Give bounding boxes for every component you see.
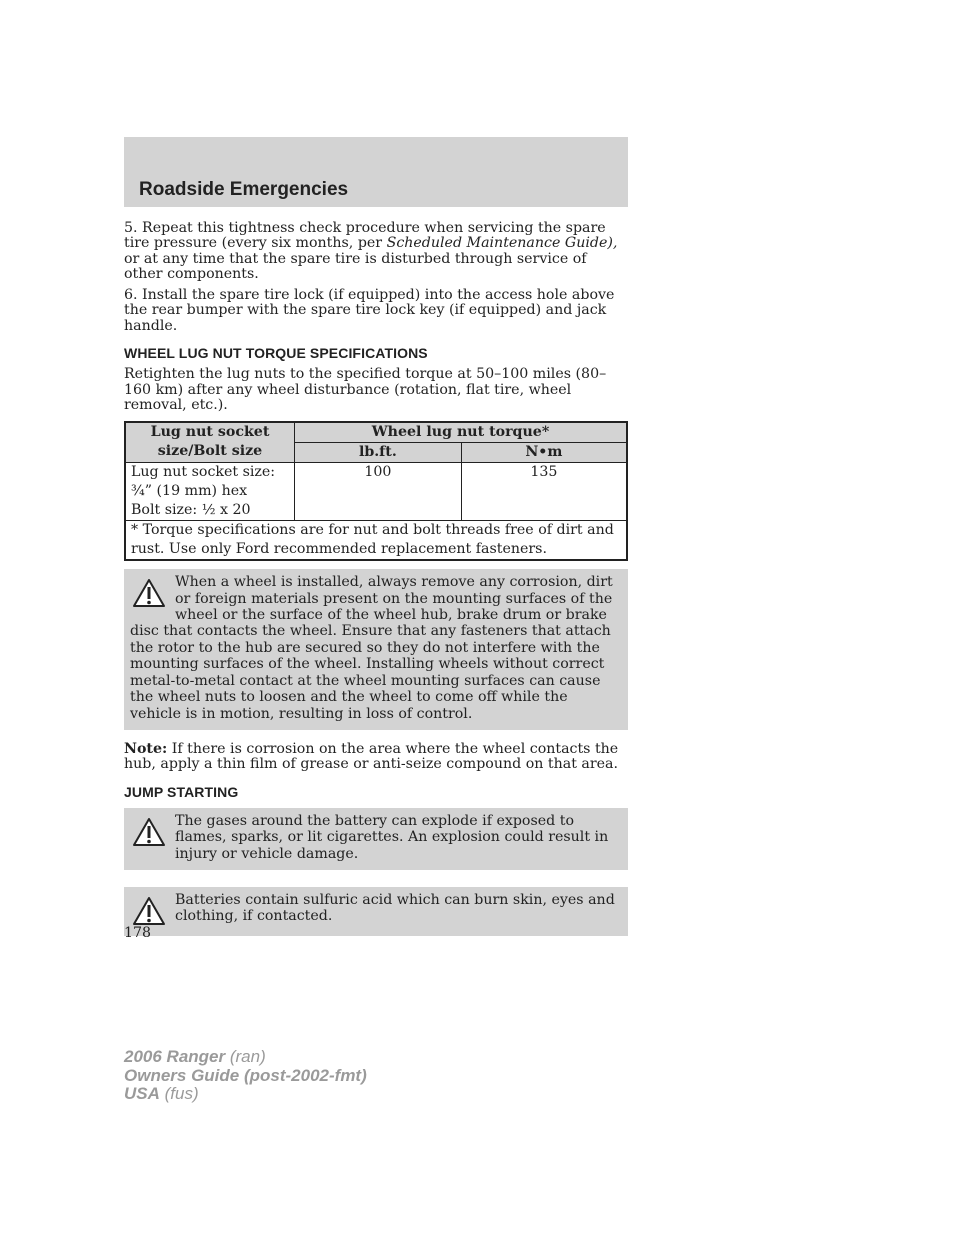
scheduled-maintenance-guide-ref: Scheduled Maintenance Guide), <box>386 235 618 252</box>
step-6-paragraph: 6. Install the spare tire lock (if equipped) into the access hole above the rear bumper with the spare tire lock key (if equipped) and jack handle. <box>124 287 615 334</box>
torque-heading: WHEEL LUG NUT TORQUE SPECIFICATIONS <box>124 345 428 362</box>
section-header-band <box>124 137 628 207</box>
unit-header-lbft: lb.ft. <box>295 443 462 463</box>
torque-lbft-value: 100 <box>295 463 462 521</box>
page-content <box>124 221 628 936</box>
jump-starting-heading: JUMP STARTING <box>124 783 239 800</box>
footer-line-2: Owners Guide (post-2002-fmt) <box>124 1065 367 1085</box>
warning-triangle-icon <box>132 896 166 926</box>
table-row <box>125 463 627 521</box>
battery-acid-warning-text: Batteries contain sulfuric acid which can burn skin, eyes and clothing, if contacted. <box>175 892 615 925</box>
document-footer <box>124 1048 367 1104</box>
footer-line-1 <box>124 1048 367 1067</box>
warning-triangle-icon <box>132 578 166 608</box>
step-5-text-a: 5. Repeat this tightness check procedure when servicing the spare tire pressure (every six months, per <box>124 220 606 252</box>
note-label: Note: <box>124 740 168 757</box>
torque-spec-table <box>124 421 628 561</box>
footer-line-3 <box>124 1085 367 1104</box>
footer-market: USA <box>124 1084 160 1103</box>
socket-size-value: ¾” (19 mm) hex <box>131 483 248 500</box>
page-number: 178 <box>124 925 152 941</box>
bolt-size-value: Bolt size: ½ x 20 <box>131 502 251 519</box>
table-footnote: * Torque specifications are for nut and bolt threads free of dirt and rust. Use only Ford recommended replacement fasteners. <box>125 521 627 561</box>
battery-acid-warning <box>124 887 628 936</box>
battery-explosion-warning <box>124 808 628 870</box>
battery-explosion-warning-text: The gases around the battery can explode if exposed to flames, sparks, or lit cigarettes. An explosion could result in injury or vehicle damage. <box>175 812 609 862</box>
note-text: If there is corrosion on the area where the wheel contacts the hub, apply a thin film of grease or anti-seize compound on that area. <box>124 740 619 773</box>
torque-body: Retighten the lug nuts to the specified torque at 50–100 miles (80–160 km) after any wheel disturbance (rotation, flat tire, wheel removal, etc.). <box>124 366 607 413</box>
step-5-paragraph <box>124 221 628 282</box>
corrosion-note <box>124 742 628 773</box>
unit-header-nm: N•m <box>461 443 627 463</box>
footer-model: 2006 Ranger <box>124 1047 226 1066</box>
wheel-install-warning-text: When a wheel is installed, always remove any corrosion, dirt or foreign materials present on the mounting surfaces of the wheel or the surface of the wheel hub, brake drum or brake disc that contacts the wheel. Ensure that any fasteners that attach the rotor to the hub are secured so they do not interfere with the mounting surfaces of the wheel. Installing wheels without correct metal-to-metal contact at the wheel mounting surfaces can cause the wheel nuts to loosen and the wheel to come off while the vehicle is in motion, resulting in loss of control. <box>130 574 613 722</box>
socket-size-label: Lug nut socket size: <box>131 464 276 481</box>
footer-market-code: (fus) <box>159 1084 199 1103</box>
wheel-install-warning <box>124 569 628 730</box>
section-title: Roadside Emergencies <box>139 179 349 200</box>
col-header-socket-size: Lug nut socket size/Bolt size <box>125 422 295 463</box>
footer-model-code: (ran) <box>225 1047 266 1066</box>
step-5-text-b: or at any time that the spare tire is disturbed through service of other components. <box>124 250 587 282</box>
col-header-torque: Wheel lug nut torque* <box>295 422 628 443</box>
warning-triangle-icon <box>132 817 166 847</box>
torque-nm-value: 135 <box>461 463 627 521</box>
row-label <box>125 463 295 521</box>
